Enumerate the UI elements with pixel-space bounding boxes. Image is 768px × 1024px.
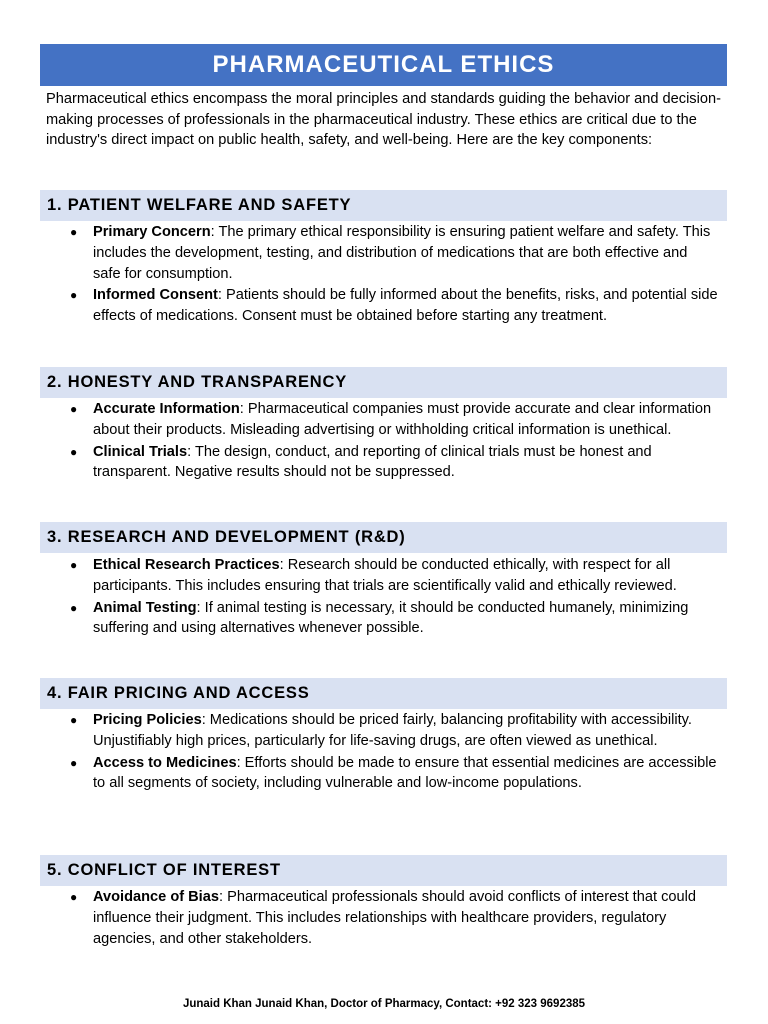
bullet-icon: ●	[70, 288, 78, 303]
list-item	[40, 555, 727, 597]
bullet-icon: ●	[70, 755, 78, 770]
item-text: : Pharmaceutical professionals should avoid conflicts of interest that could influence their judgment. This includes relationships with healthcare providers, regulatory agencies, and other stakeholders.	[93, 889, 696, 947]
item-term: Pricing Policies	[93, 712, 202, 728]
item-term: Clinical Trials	[93, 443, 188, 460]
item-term: Informed Consent	[93, 287, 218, 304]
section-heading-text: 3. RESEARCH AND DEVELOPMENT (R&D)	[47, 528, 406, 546]
item-text: : If animal testing is necessary, it should be conducted humanely, minimizing suffering and using alternatives whenever possible.	[93, 599, 689, 637]
section-heading-text: 4. FAIR PRICING AND ACCESS	[47, 684, 310, 702]
list-item	[40, 399, 727, 441]
list-item	[40, 222, 727, 284]
section-list-honesty	[40, 399, 727, 484]
section-heading-text: 5. CONFLICT OF INTEREST	[47, 861, 281, 879]
item-text: : Efforts should be made to ensure that essential medicines are accessible to all segments of society, including vulnerable and low-income populations.	[93, 754, 717, 792]
list-item	[40, 887, 727, 949]
section-list-patient-welfare	[40, 222, 727, 328]
intro-paragraph: Pharmaceutical ethics encompass the moral principles and standards guiding the behavior and decision-making processes of professionals in the pharmaceutical industry. These ethics are critical due to the industry's direct impact on public health, safety, and well-being. Here are the key components:	[46, 91, 721, 149]
section-heading-text: 1. PATIENT WELFARE AND SAFETY	[47, 196, 352, 214]
section-heading-patient-welfare	[40, 190, 727, 221]
bullet-icon: ●	[70, 890, 78, 904]
item-term: Animal Testing	[93, 599, 197, 616]
item-term: Access to Medicines	[93, 754, 237, 771]
section-heading-text: 2. HONESTY AND TRANSPARENCY	[47, 373, 347, 391]
bullet-icon: ●	[70, 600, 78, 615]
list-item	[40, 710, 727, 752]
list-item	[40, 753, 727, 795]
item-text: : The primary ethical responsibility is ensuring patient welfare and safety. This includes the development, testing, and distribution of medications that are both effective and safe for consumption.	[93, 224, 711, 282]
item-text: : Medications should be priced fairly, balancing profitability with accessibility. Unjustifiably high prices, particularly for life-saving drugs, are often viewed as unethical.	[93, 712, 692, 749]
list-item	[40, 442, 727, 484]
item-text: : Pharmaceutical companies must provide accurate and clear information about their products. Misleading advertising or withholding critical information is unethical.	[93, 401, 712, 438]
list-item	[40, 598, 727, 640]
item-text: : The design, conduct, and reporting of clinical trials must be honest and transparent. Negative results should not be suppressed.	[93, 443, 652, 481]
item-text: : Research should be conducted ethically, with respect for all participants. This includes ensuring that trials are scientifically valid and ethically reviewed.	[93, 557, 677, 594]
item-term: Ethical Research Practices	[93, 557, 280, 573]
bullet-icon: ●	[70, 444, 78, 459]
item-text: : Patients should be fully informed about the benefits, risks, and potential side effects of medications. Consent must be obtained before starting any treatment.	[93, 287, 718, 325]
section-list-conflict	[40, 887, 727, 950]
item-term: Accurate Information	[93, 401, 240, 417]
item-term: Primary Concern	[93, 224, 211, 240]
page-title: PHARMACEUTICAL ETHICS	[212, 51, 555, 78]
bullet-icon: ●	[70, 402, 78, 416]
list-item	[40, 285, 727, 327]
section-heading-conflict	[40, 855, 727, 886]
section-heading-pricing	[40, 678, 727, 709]
item-term: Avoidance of Bias	[93, 889, 219, 905]
title-bar	[40, 44, 727, 86]
footer-contact: Junaid Khan Junaid Khan, Doctor of Pharmacy, Contact: +92 323 9692385	[182, 998, 586, 1010]
section-heading-honesty	[40, 367, 727, 398]
bullet-icon: ●	[70, 558, 78, 572]
section-list-research	[40, 555, 727, 640]
bullet-icon: ●	[70, 713, 78, 727]
section-heading-research	[40, 522, 727, 553]
bullet-icon: ●	[70, 225, 78, 239]
section-list-pricing	[40, 710, 727, 795]
